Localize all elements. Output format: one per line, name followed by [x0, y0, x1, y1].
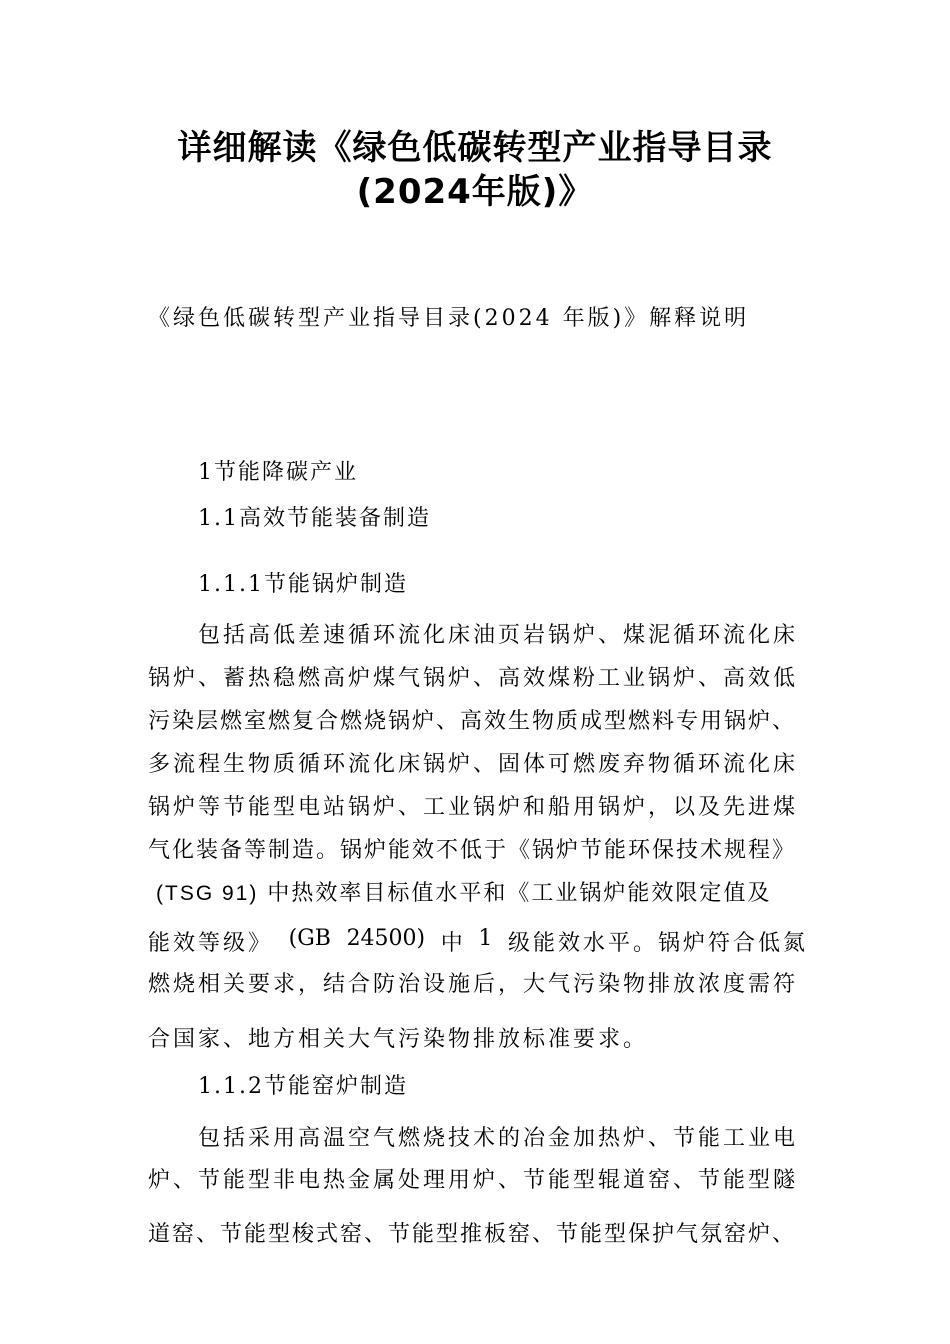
section-heading-1-1: 1.1高效节能装备制造 — [198, 506, 431, 531]
paragraph-line: 炉、节能型非电热金属处理用炉、节能型辊道窑、节能型隧 — [148, 1168, 799, 1193]
paragraph-word: 1 — [478, 926, 493, 951]
paragraph-line: 污染层燃室燃复合燃烧锅炉、高效生物质成型燃料专用锅炉、 — [148, 709, 797, 734]
paragraph-line: 燃烧相关要求，结合防治设施后，大气污染物排放浓度需符 — [148, 972, 799, 997]
paragraph-word: (GB — [288, 926, 331, 951]
standard-code: (TSG 91) — [156, 882, 259, 905]
document-title-line-1: 详细解读《绿色低碳转型产业指导目录 — [177, 128, 773, 168]
section-heading-1-1-2: 1.1.2节能窑炉制造 — [198, 1074, 408, 1099]
paragraph-line — [148, 926, 808, 957]
paragraph-line: 包括采用高温空气燃烧技术的冶金加热炉、节能工业电 — [198, 1126, 799, 1151]
paragraph-line: 包括高低差速循环流化床油页岩锅炉、煤泥循环流化床 — [198, 623, 799, 648]
paragraph-word: 级能效水平。锅炉符合低氮 — [507, 931, 808, 956]
document-title-line-2: (2024年版)》 — [356, 172, 594, 212]
paragraph-text: 中热效率目标值水平和《工业锅炉能效限定值及 — [267, 881, 772, 906]
paragraph-line: 锅炉、蓄热稳燃高炉煤气锅炉、高效煤粉工业锅炉、高效低 — [148, 666, 799, 691]
paragraph-line: 锅炉等节能型电站锅炉、工业锅炉和船用锅炉，以及先进煤 — [148, 795, 799, 820]
section-heading-1: 1节能降碳产业 — [198, 460, 358, 485]
paragraph-line: 多流程生物质循环流化床锅炉、固体可燃废弃物循环流化床 — [148, 752, 799, 777]
document-subtitle: 《绿色低碳转型产业指导目录(2024 年版)》解释说明 — [148, 306, 750, 331]
paragraph-word: 能效等级》 — [148, 931, 274, 956]
section-heading-1-1-1: 1.1.1节能锅炉制造 — [198, 572, 408, 597]
paragraph-line — [156, 876, 806, 907]
paragraph-word: 24500) — [346, 926, 426, 951]
paragraph-line: 道窑、节能型梭式窑、节能型推板窑、节能型保护气氛窑炉、 — [148, 1222, 797, 1247]
paragraph-line: 气化装备等制造。锅炉能效不低于《锅炉节能环保技术规程》 — [148, 838, 797, 863]
paragraph-line: 合国家、地方相关大气污染物排放标准要求。 — [148, 1027, 649, 1052]
paragraph-word: 中 — [440, 931, 463, 956]
